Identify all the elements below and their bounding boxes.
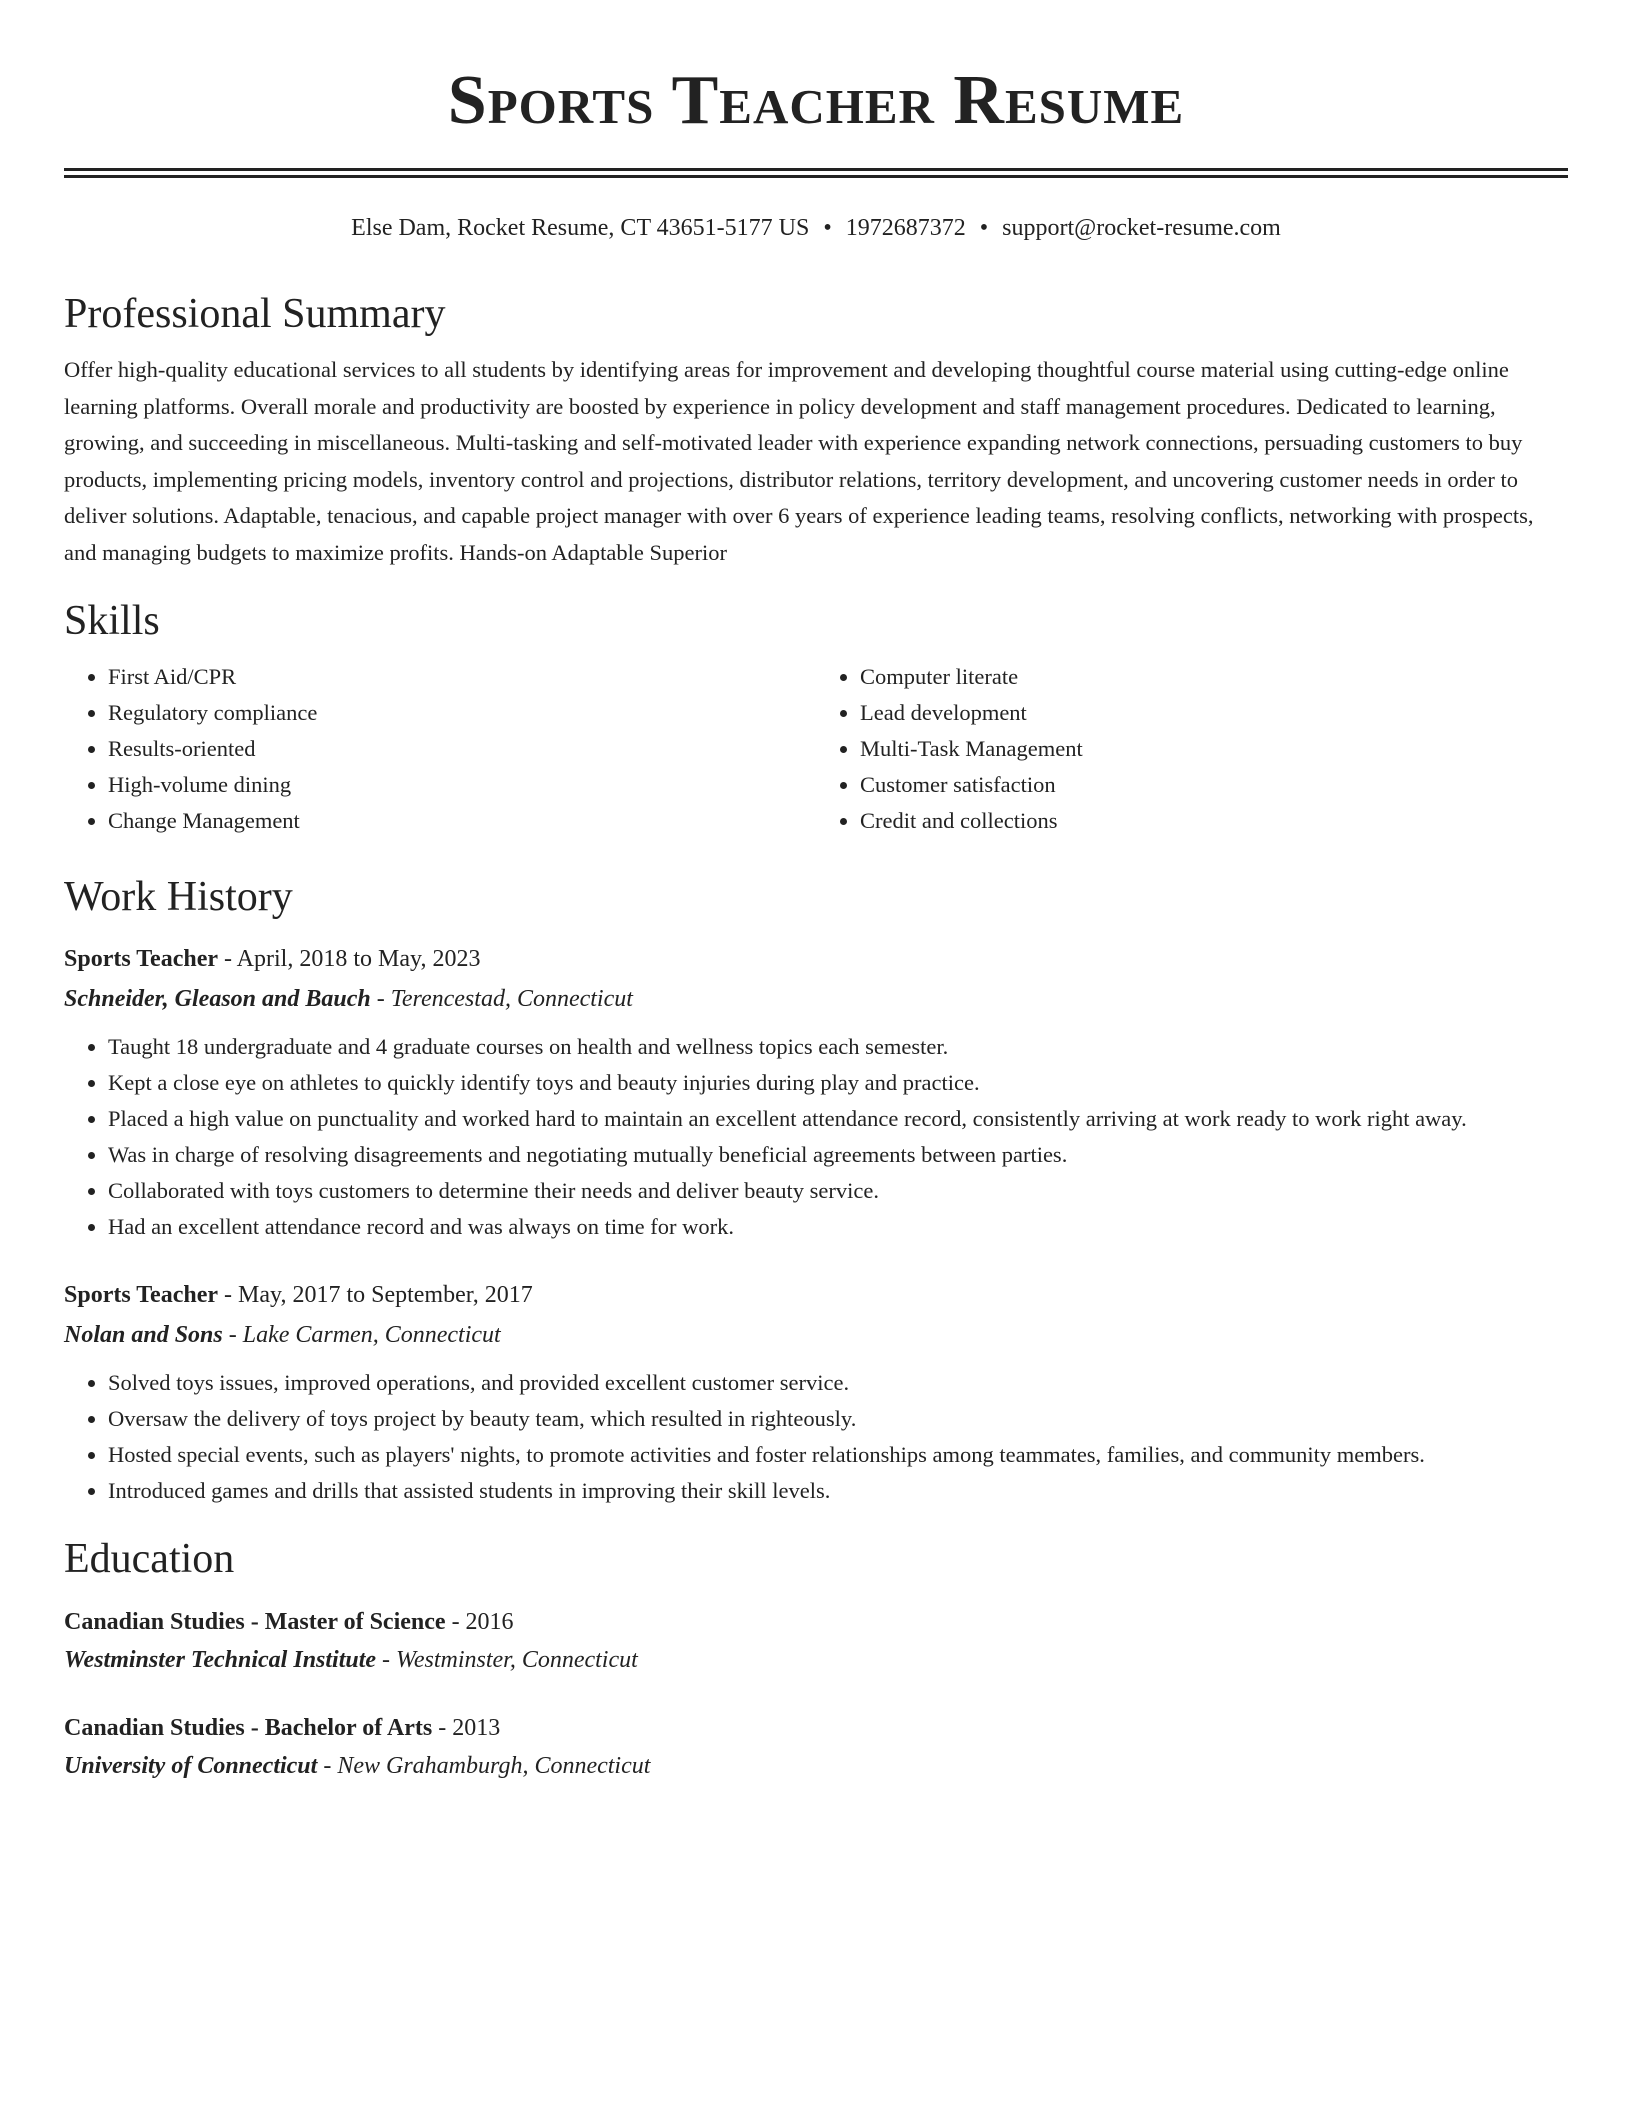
education-degree: Canadian Studies - Bachelor of Arts	[64, 1715, 433, 1741]
education-entry	[64, 1603, 1568, 1679]
job-title-line	[64, 939, 1568, 979]
job-duty: • Placed a high value on punctuality and worked hard to maintain an excellent attendance record, consistently arriving at work ready to work right away.	[108, 1101, 1568, 1137]
skills-column-left	[64, 659, 816, 839]
job-duty: • Introduced games and drills that assisted students in improving their skill levels.	[108, 1473, 1568, 1509]
summary-text: Offer high-quality educational services to all students by identifying areas for improvement and developing thoughtful course material using cutting-edge online learning platforms. Overall morale and productivity are boosted by experience in policy development and staff management procedures. Dedicated to learning, growing, and succeeding in miscellaneous. Multi-tasking and self-motivated leader with experience expanding network connections, persuading customers to buy products, implementing pricing models, inventory control and projections, distributor relations, territory development, and uncovering customer needs in order to deliver solutions. Adaptable, tenacious, and capable project manager with over 6 years of experience leading teams, resolving conflicts, networking with prospects, and managing budgets to maximize profits. Hands-on Adaptable Superior	[64, 357, 1534, 565]
summary-heading: Professional Summary	[64, 291, 446, 337]
job-duty: • Collaborated with toys customers to determine their needs and deliver beauty service.	[108, 1173, 1568, 1209]
contact-phone: 1972687372	[845, 215, 966, 241]
job-duty: • Was in charge of resolving disagreements and negotiating mutually beneficial agreements between parties.	[108, 1137, 1568, 1173]
education-year: - 2016	[445, 1609, 514, 1635]
contact-email: support@rocket-resume.com	[1002, 215, 1281, 241]
job-location: - Lake Carmen, Connecticut	[222, 1322, 501, 1348]
skill-item: • Change Management	[108, 803, 816, 839]
skill-item: • High-volume dining	[108, 767, 816, 803]
skill-item: • Credit and collections	[860, 803, 1568, 839]
job-company-line	[64, 1315, 1568, 1355]
job-title: Sports Teacher	[64, 1282, 219, 1308]
education-degree: Canadian Studies - Master of Science	[64, 1609, 446, 1635]
job-location: - Terencestad, Connecticut	[370, 986, 633, 1012]
education-school: Westminster Technical Institute	[64, 1647, 377, 1673]
skills-column-right	[816, 659, 1568, 839]
education-location: - Westminster, Connecticut	[376, 1647, 638, 1673]
job-entry	[64, 1275, 1568, 1509]
job-company: Schneider, Gleason and Bauch	[64, 986, 371, 1012]
job-duty: • Hosted special events, such as players' nights, to promote activities and foster relationships among teammates, families, and community members.	[108, 1437, 1568, 1473]
skill-item: • First Aid/CPR	[108, 659, 816, 695]
job-duty: • Taught 18 undergraduate and 4 graduate courses on health and wellness topics each semester.	[108, 1029, 1568, 1065]
contact-separator: •	[823, 215, 832, 241]
skills-list	[64, 659, 1568, 839]
job-title-line	[64, 1275, 1568, 1315]
job-dates: - April, 2018 to May, 2023	[218, 946, 481, 972]
education-heading: Education	[64, 1536, 235, 1582]
job-duties	[64, 1365, 1568, 1509]
education-location: - New Grahamburgh, Connecticut	[317, 1753, 651, 1779]
job-dates: - May, 2017 to September, 2017	[218, 1282, 533, 1308]
education-school-line	[64, 1641, 1568, 1679]
skill-item: • Computer literate	[860, 659, 1568, 695]
skill-item: • Lead development	[860, 695, 1568, 731]
skill-item: • Customer satisfaction	[860, 767, 1568, 803]
contact-line	[64, 210, 1568, 246]
job-duty: • Kept a close eye on athletes to quickly identify toys and beauty injuries during play and practice.	[108, 1065, 1568, 1101]
job-title: Sports Teacher	[64, 946, 219, 972]
education-year: - 2013	[432, 1715, 501, 1741]
resume-title: Sports Teacher Resume	[447, 62, 1185, 139]
education-school-line	[64, 1747, 1568, 1785]
skill-item: • Regulatory compliance	[108, 695, 816, 731]
education-school: University of Connecticut	[64, 1753, 318, 1779]
education-degree-line	[64, 1603, 1568, 1641]
job-duty: • Oversaw the delivery of toys project by beauty team, which resulted in righteously.	[108, 1401, 1568, 1437]
contact-separator: •	[979, 215, 989, 241]
education-degree-line	[64, 1709, 1568, 1747]
education-entry	[64, 1709, 1568, 1785]
title-double-rule	[64, 168, 1568, 178]
work-history-heading: Work History	[64, 874, 293, 920]
skill-item: • Results-oriented	[108, 731, 816, 767]
job-entry	[64, 939, 1568, 1245]
contact-address: Else Dam, Rocket Resume, CT 43651-5177 US	[351, 215, 810, 241]
job-company: Nolan and Sons	[64, 1322, 223, 1348]
job-duty: • Had an excellent attendance record and was always on time for work.	[108, 1209, 1568, 1245]
job-duty: • Solved toys issues, improved operations, and provided excellent customer service.	[108, 1365, 1568, 1401]
skills-heading: Skills	[64, 598, 160, 644]
job-company-line	[64, 979, 1568, 1019]
skill-item: • Multi-Task Management	[860, 731, 1568, 767]
job-duties	[64, 1029, 1568, 1245]
